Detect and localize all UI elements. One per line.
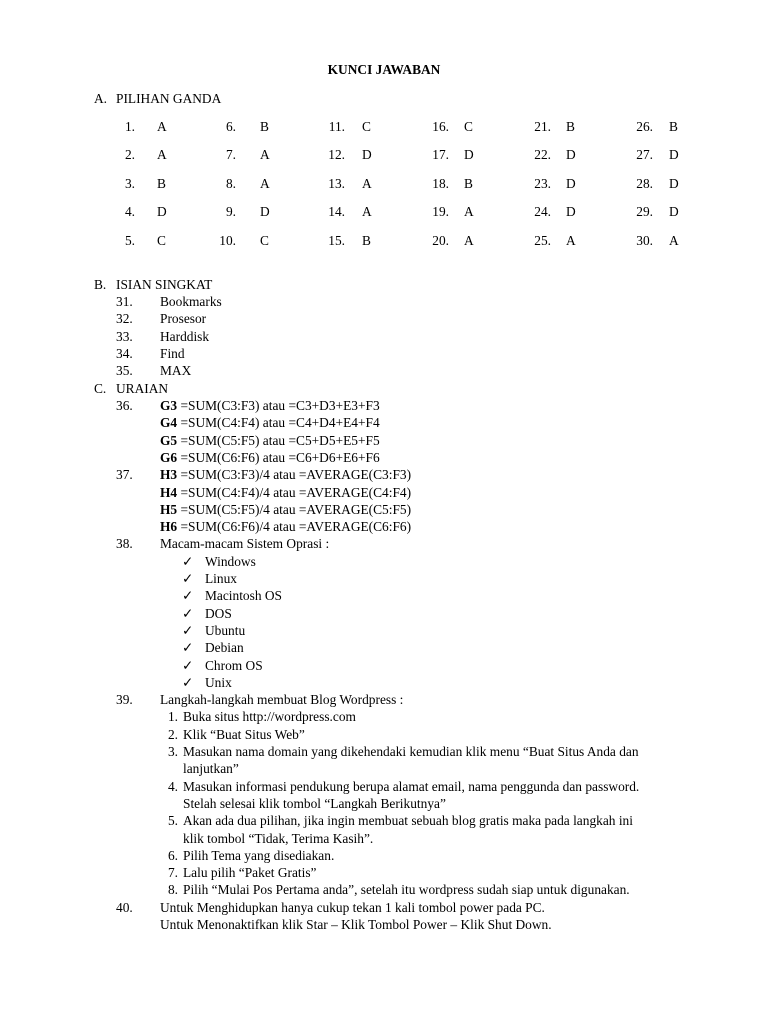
checkmark-icon: ✓: [182, 588, 194, 604]
step-text: Akan ada dua pilihan, jika ingin membuat sebuah blog gratis maka pada langkah ini: [183, 813, 633, 829]
mc-number: 17.: [432, 147, 449, 163]
mc-number: 27.: [636, 147, 653, 163]
checkmark-icon: ✓: [182, 674, 194, 690]
checkmark-icon: ✓: [182, 640, 194, 656]
mc-answer: A: [260, 147, 270, 163]
mc-number: 25.: [534, 232, 551, 248]
mc-answer: B: [669, 119, 678, 134]
mc-answer: A: [566, 232, 576, 248]
mc-number: 29.: [636, 204, 653, 220]
checkmark-icon: ✓: [182, 657, 194, 673]
instruction-text: Untuk Menonaktifkan klik Star – Klik Tombol Power – Klik Shut Down.: [160, 917, 552, 932]
step-text: klik tombol “Tidak, Terima Kasih”.: [183, 830, 374, 846]
mc-answer: D: [669, 175, 679, 191]
mc-answer: C: [260, 232, 269, 248]
answer-text: Prosesor: [160, 311, 207, 327]
cell-reference: G3: [160, 398, 178, 413]
step-text: Masukan nama domain yang dikehendaki kemudian klik menu “Buat Situs Anda dan: [183, 744, 639, 759]
question-number: 39.: [116, 692, 133, 708]
formula: =SUM(C5:F5) atau =C5+D5+E5+F5: [177, 432, 380, 448]
cell-reference: G4: [160, 415, 178, 431]
mc-number: 3.: [124, 175, 135, 191]
formula: =SUM(C3:F3) atau =C3+D3+E3+F3: [177, 398, 380, 413]
checkmark-icon: ✓: [182, 571, 194, 586]
formula-text: [160, 397, 380, 414]
mc-number: 23.: [534, 175, 551, 191]
step-number: 7.: [167, 865, 178, 881]
mc-number: 5.: [124, 232, 135, 248]
formula: =SUM(C4:F4)/4 atau =AVERAGE(C4:F4): [177, 484, 412, 500]
formula: =SUM(C3:F3)/4 atau =AVERAGE(C3:F3): [177, 467, 412, 483]
step-number: 3.: [167, 744, 178, 759]
cell-reference: H5: [160, 501, 178, 517]
os-name: Linux: [205, 571, 237, 586]
step-text: Lalu pilih “Paket Gratis”: [183, 865, 317, 881]
mc-answer: B: [566, 119, 575, 134]
question-number: 40.: [116, 899, 133, 915]
question-intro: Langkah-langkah membuat Blog Wordpress :: [160, 692, 404, 708]
step-number: 5.: [167, 813, 178, 829]
os-name: Unix: [205, 674, 232, 690]
mc-number: 2.: [124, 147, 135, 163]
os-name: Chrom OS: [205, 657, 263, 673]
mc-number: 18.: [432, 175, 449, 191]
mc-number: 9.: [225, 204, 236, 220]
mc-answer: B: [464, 175, 473, 191]
mc-answer: D: [566, 204, 576, 220]
mc-answer: A: [260, 175, 270, 191]
mc-number: 8.: [225, 175, 236, 191]
mc-number: 13.: [328, 175, 345, 191]
mc-number: 14.: [328, 204, 345, 220]
question-number: 35.: [116, 363, 133, 379]
step-text: Masukan informasi pendukung berupa alamat email, nama penggunda dan password.: [183, 778, 640, 794]
mc-number: 21.: [534, 119, 551, 134]
step-number: 4.: [167, 778, 178, 794]
mc-answer: A: [157, 119, 167, 134]
mc-answer: D: [669, 204, 679, 220]
question-number: 36.: [116, 398, 133, 413]
mc-answer: D: [260, 204, 270, 220]
answer-text: Find: [160, 345, 185, 361]
step-number: 8.: [167, 882, 178, 898]
mc-answer: C: [464, 119, 473, 134]
mc-number: 15.: [328, 232, 345, 248]
step-text: Stelah selesai klik tombol “Langkah Berikutnya”: [183, 795, 446, 811]
mc-answer: D: [566, 147, 576, 163]
os-name: Macintosh OS: [205, 588, 282, 604]
mc-answer: C: [362, 119, 371, 134]
mc-number: 6.: [225, 119, 236, 134]
mc-number: 4.: [124, 204, 135, 220]
cell-reference: G6: [160, 449, 178, 465]
checkmark-icon: ✓: [182, 605, 194, 621]
step-text: Klik “Buat Situs Web”: [183, 726, 305, 742]
formula-text: [160, 518, 411, 535]
mc-answer: A: [362, 204, 372, 220]
question-number: 31.: [116, 294, 133, 309]
mc-number: 1.: [124, 119, 135, 134]
mc-answer: B: [362, 232, 371, 248]
mc-answer: A: [464, 232, 474, 248]
mc-number: 22.: [534, 147, 551, 163]
formula: =SUM(C6:F6) atau =C6+D6+E6+F6: [177, 449, 380, 465]
mc-answer: A: [157, 147, 167, 163]
cell-reference: G5: [160, 432, 178, 448]
mc-number: 24.: [534, 204, 551, 220]
mc-answer: A: [464, 204, 474, 220]
mc-number: 19.: [432, 204, 449, 220]
answer-text: Bookmarks: [160, 294, 222, 309]
mc-answer: D: [566, 175, 576, 191]
formula: =SUM(C5:F5)/4 atau =AVERAGE(C5:F5): [177, 501, 412, 517]
step-text: Pilih Tema yang disediakan.: [183, 847, 335, 863]
mc-number: 30.: [636, 232, 653, 248]
step-number: 6.: [167, 847, 178, 863]
question-intro: Macam-macam Sistem Oprasi :: [160, 536, 330, 552]
formula: =SUM(C6:F6)/4 atau =AVERAGE(C6:F6): [177, 519, 412, 535]
os-name: Ubuntu: [205, 622, 246, 638]
mc-answer: D: [157, 204, 167, 220]
step-number: 1.: [167, 709, 178, 725]
section-c-heading: C. URAIAN: [94, 381, 169, 396]
formula-text: [160, 466, 411, 483]
question-number: 34.: [116, 345, 133, 361]
cell-reference: H6: [160, 519, 178, 535]
mc-number: 11.: [328, 119, 345, 134]
answer-text: Harddisk: [160, 328, 210, 344]
step-text: Pilih “Mulai Pos Pertama anda”, setelah itu wordpress sudah siap untuk digunakan.: [183, 882, 630, 898]
formula-text: [160, 432, 380, 449]
mc-number: 7.: [225, 147, 236, 163]
checkmark-icon: ✓: [182, 622, 194, 638]
mc-answer: A: [362, 175, 372, 191]
mc-number: 12.: [328, 147, 345, 163]
cell-reference: H4: [160, 484, 178, 500]
mc-answer: D: [464, 147, 474, 163]
mc-answer: C: [157, 232, 166, 248]
document-title: KUNCI JAWABAN: [327, 62, 441, 77]
answer-text: MAX: [160, 363, 192, 379]
mc-answer: B: [157, 175, 166, 191]
formula: =SUM(C4:F4) atau =C4+D4+E4+F4: [177, 415, 380, 431]
mc-number: 10.: [219, 232, 236, 248]
mc-answer: D: [669, 147, 679, 163]
mc-number: 26.: [636, 119, 653, 134]
mc-answer: A: [669, 232, 679, 248]
mc-answer: B: [260, 119, 269, 134]
question-number: 33.: [116, 328, 133, 344]
question-number: 32.: [116, 311, 133, 327]
checkmark-icon: ✓: [182, 553, 194, 569]
mc-number: 28.: [636, 175, 653, 191]
multiple-choice-grid: [0, 118, 768, 258]
mc-answer: D: [362, 147, 372, 163]
formula-text: [160, 484, 411, 501]
question-number: 38.: [116, 536, 133, 552]
os-name: DOS: [205, 605, 232, 621]
formula-text: [160, 501, 411, 518]
question-number: 37.: [116, 467, 133, 483]
section-b-heading: B. ISIAN SINGKAT: [94, 277, 213, 292]
section-a-heading: A. PILIHAN GANDA: [94, 91, 222, 106]
instruction-text: Untuk Menghidupkan hanya cukup tekan 1 kali tombol power pada PC.: [160, 899, 545, 915]
mc-number: 20.: [432, 232, 449, 248]
formula-text: [160, 449, 380, 466]
formula-text: [160, 414, 380, 431]
mc-number: 16.: [432, 119, 449, 134]
os-name: Windows: [205, 553, 256, 569]
os-name: Debian: [205, 640, 244, 656]
step-text: Buka situs http://wordpress.com: [183, 709, 356, 725]
cell-reference: H3: [160, 467, 178, 483]
step-text: lanjutkan”: [183, 761, 239, 777]
step-number: 2.: [167, 726, 178, 742]
